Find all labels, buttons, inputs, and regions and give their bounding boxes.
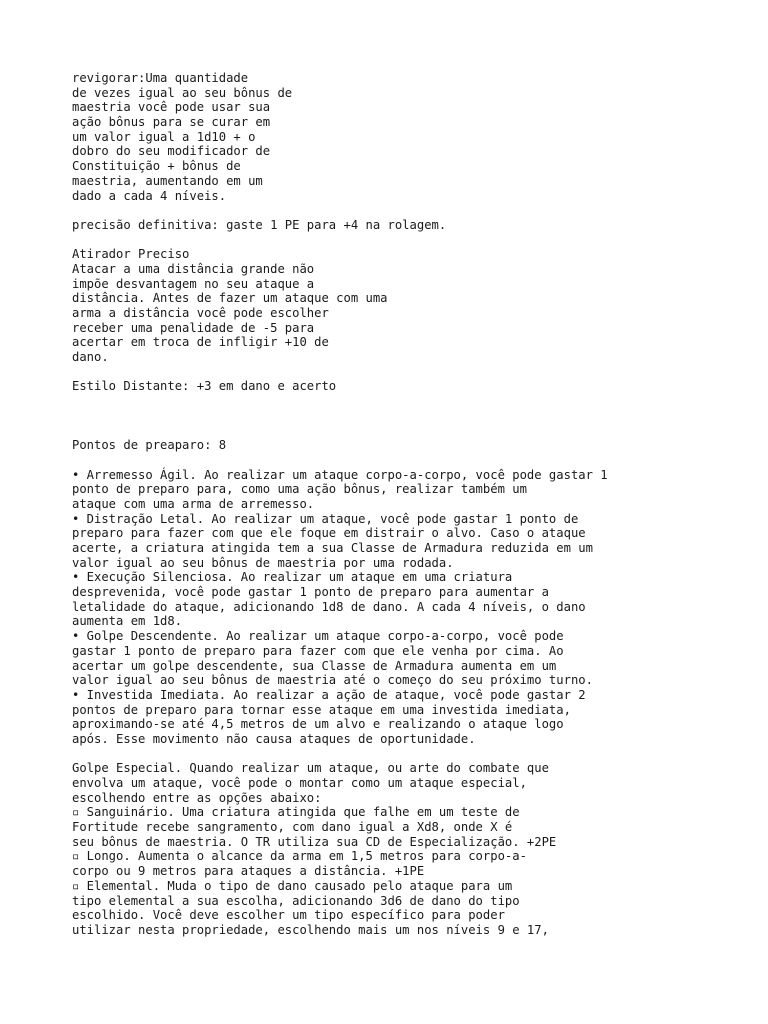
text-line: dobro do seu modificador de (72, 144, 271, 159)
list-item-line: acertar um golpe descendente, sua Classe de Armadura aumenta em um (72, 658, 557, 673)
text-line: distância. Antes de fazer um ataque com uma (72, 291, 388, 306)
blank-line (72, 747, 762, 762)
pontos-paragraph (72, 438, 762, 453)
text-line: precisão definitiva: gaste 1 PE para +4 na rolagem. (72, 217, 447, 232)
list-item-line: • Arremesso Ágil. Ao realizar um ataque corpo-a-corpo, você pode gastar 1 (72, 467, 608, 482)
list-item-line: • Distração Letal. Ao realizar um ataque, você pode gastar 1 ponto de (72, 511, 579, 526)
document-page (72, 71, 762, 938)
list-item-line: • Investida Imediata. Ao realizar a ação de ataque, você pode gastar 2 (72, 687, 586, 702)
text-line: dado a cada 4 níveis. (72, 188, 227, 203)
blank-line (72, 394, 762, 409)
text-line: Pontos de preaparo: 8 (72, 438, 227, 453)
list-item-line: letalidade do ataque, adicionando 1d8 de dano. A cada 4 níveis, o dano (72, 599, 586, 614)
list-item-line: aumenta em 1d8. (72, 614, 183, 629)
text-line: escolhendo entre as opções abaixo: (72, 790, 322, 805)
text-line: ação bônus para se curar em (72, 115, 271, 130)
text-line: corpo ou 9 metros para ataques a distância. +1PE (72, 864, 425, 879)
list-item-line: ponto de preparo para, como uma ação bônus, realizar também um (72, 482, 527, 497)
revigorar-paragraph (72, 71, 762, 203)
blank-line (72, 424, 762, 439)
precisao-paragraph (72, 218, 762, 233)
text-line: dano. (72, 350, 109, 365)
list-item-line: ataque com uma arma de arremesso. (72, 496, 315, 511)
list-item-line: ▫ Elemental. Muda o tipo de dano causado pelo ataque para um (72, 878, 513, 893)
text-line: seu bônus de maestria. O TR utiliza sua CD de Especialização. +2PE (72, 834, 557, 849)
text-line: maestria, aumentando em um (72, 173, 263, 188)
habilidades-list (72, 468, 762, 747)
text-line: impõe desvantagem no seu ataque a (72, 276, 315, 291)
text-line: de vezes igual ao seu bônus de (72, 85, 293, 100)
text-line: Constituição + bônus de (72, 159, 241, 174)
blank-line (72, 233, 762, 248)
text-line: arma a distância você pode escolher (72, 306, 329, 320)
text-line: envolva um ataque, você pode o montar como um ataque especial, (72, 776, 527, 790)
list-item-line: • Execução Silenciosa. Ao realizar um ataque em uma criatura (72, 570, 513, 585)
list-item-line: pontos de preparo para tornar esse ataque em uma investida imediata, (72, 702, 571, 717)
list-item-line: acerte, a criatura atingida tem a sua Classe de Armadura reduzida em um (72, 541, 593, 555)
text-line: um valor igual a 1d10 + o (72, 129, 256, 144)
blank-line (72, 203, 762, 218)
list-item-line: após. Esse movimento não causa ataques de oportunidade. (72, 731, 476, 746)
blank-line (72, 365, 762, 380)
section-heading: Atirador Preciso (72, 247, 190, 262)
text-line: Golpe Especial. Quando realizar um ataque, ou arte do combate que (72, 761, 549, 776)
list-item-line: valor igual ao seu bônus de maestria até o começo do seu próximo turno. (72, 673, 593, 688)
list-item-line: ▫ Sanguinário. Uma criatura atingida que falhe em um teste de (72, 805, 520, 820)
text-line: escolhido. Você deve escolher um tipo específico para poder (72, 908, 505, 923)
list-item-line: • Golpe Descendente. Ao realizar um ataque corpo-a-corpo, você pode (72, 629, 564, 644)
list-item-line: aproximando-se até 4,5 metros de um alvo e realizando o ataque logo (72, 717, 564, 732)
text-line: maestria você pode usar sua (72, 100, 271, 115)
text-line: acertar em troca de infligir +10 de (72, 335, 329, 350)
list-item-line: valor igual ao seu bônus de maestria por uma rodada. (72, 555, 454, 570)
text-line: tipo elemental a sua escolha, adicionando 3d6 de dano do tipo (72, 893, 520, 908)
list-item-line: preparo para fazer com que ele foque em distrair o alvo. Caso o ataque (72, 526, 586, 541)
text-line: receber uma penalidade de -5 para (72, 320, 315, 335)
list-item-line: desprevenida, você pode gastar 1 ponto de preparo para aumentar a (72, 585, 549, 600)
text-line: Fortitude recebe sangramento, com dano igual a Xd8, onde X é (72, 820, 513, 835)
blank-line (72, 453, 762, 468)
text-line: revigorar:Uma quantidade (72, 71, 249, 85)
list-item-line: ▫ Longo. Aumenta o alcance da arma em 1,5 metros para corpo-a- (72, 849, 527, 864)
estilo-paragraph (72, 379, 762, 394)
golpe-especial-paragraph (72, 761, 762, 937)
text-line: utilizar nesta propriedade, escolhendo mais um nos níveis 9 e 17, (72, 922, 549, 937)
text-line: Estilo Distante: +3 em dano e acerto (72, 379, 337, 394)
text-line: Atacar a uma distância grande não (72, 261, 315, 276)
blank-line (72, 409, 762, 424)
list-item-line: gastar 1 ponto de preparo para fazer com que ele venha por cima. Ao (72, 643, 564, 658)
atirador-paragraph (72, 247, 762, 365)
